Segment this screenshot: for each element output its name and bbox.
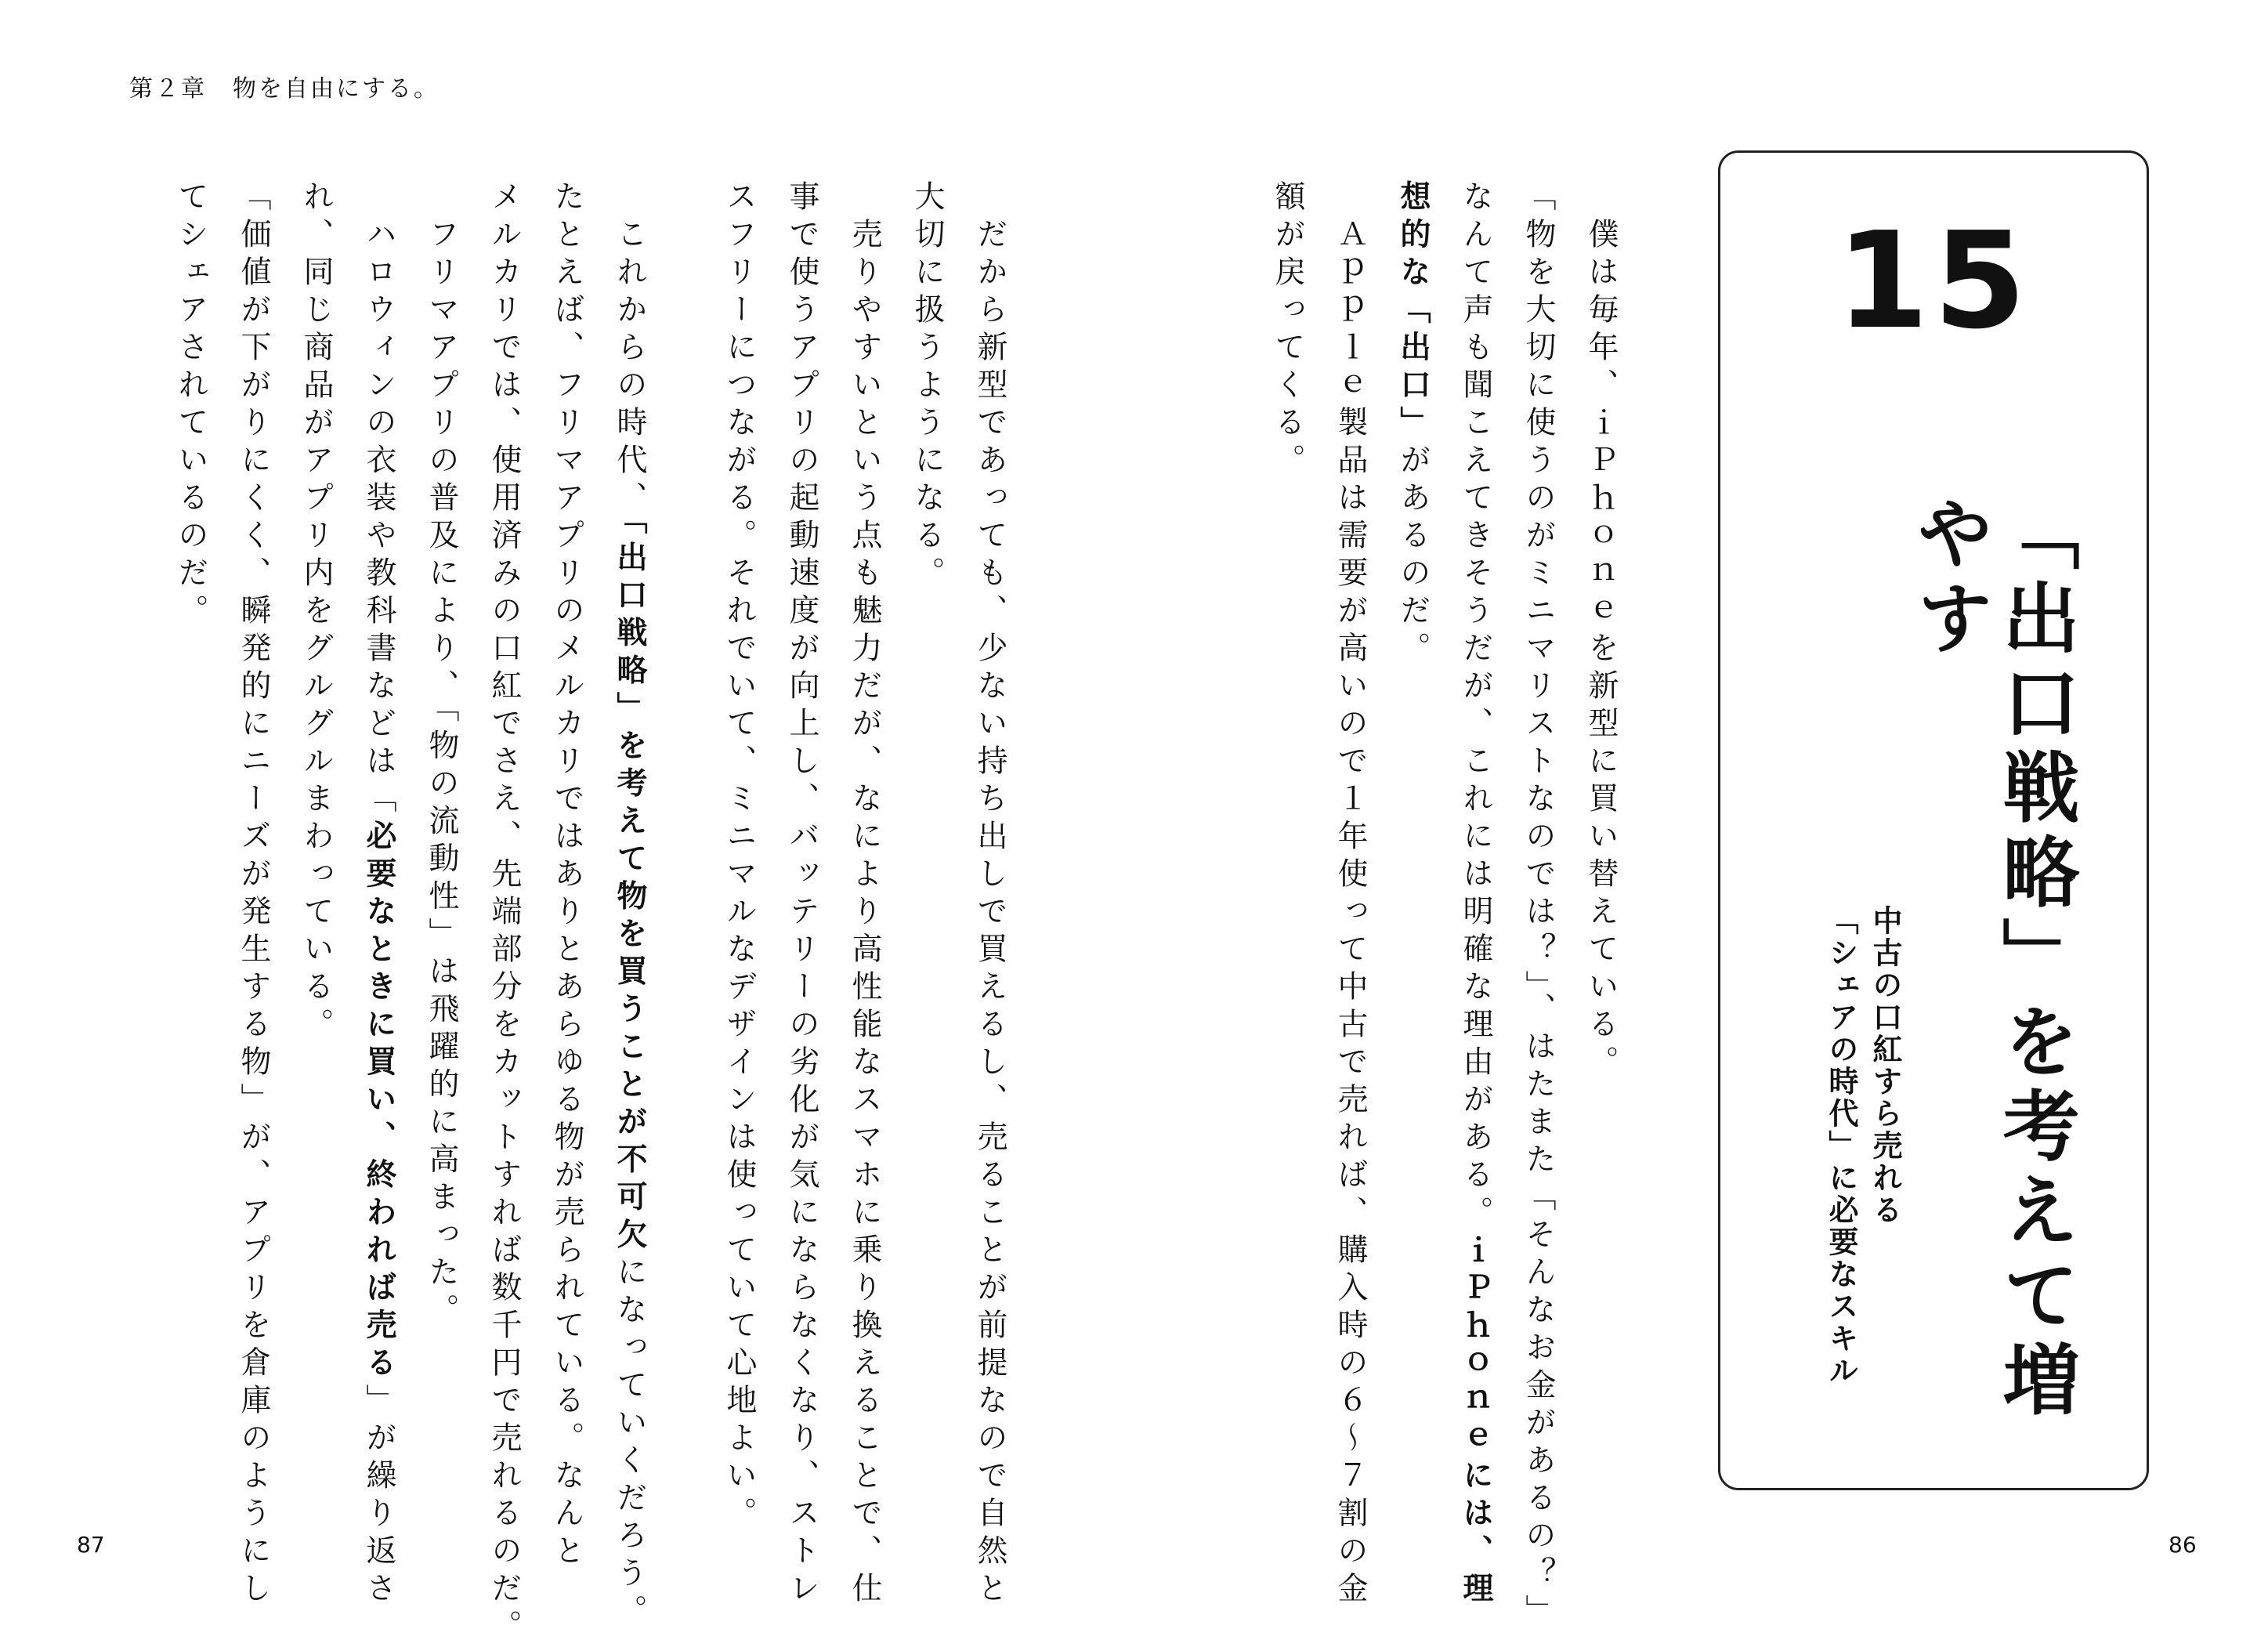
text-run: フリマアプリの普及により、「物の流動性」は飛躍的に高まった。: [424, 180, 459, 1331]
section-box: [1718, 150, 2149, 1490]
text-column: [846, 180, 882, 1609]
section-title: 「出口戦略」を考えて増やす: [1904, 494, 2079, 1424]
text-column: [1269, 180, 1305, 481]
text-run: 」が繰り返さ: [361, 1384, 396, 1609]
text-column: [235, 180, 271, 1609]
text-column: [1332, 180, 1368, 1609]
text-column: [1394, 180, 1431, 669]
text-column: [1520, 180, 1556, 1632]
page-number-left: 87: [77, 1532, 105, 1558]
text-column: [298, 180, 334, 1045]
emphasis-text: 「出口戦略」を考えて物を買うことが不可欠: [612, 519, 647, 1256]
text-column: [909, 180, 945, 594]
emphasis-text: 必要なときに買い、終われば売る: [361, 820, 396, 1384]
text-run: があるのだ。: [1395, 443, 1431, 669]
text-run: 額が戻ってくる。: [1270, 180, 1305, 481]
text-run: になっていくだろう。: [612, 1255, 647, 1632]
text-column: [1583, 180, 1619, 1083]
running-head: 第２章 物を自由にする。: [129, 75, 439, 103]
emphasis-text: 想的な「出口」: [1395, 180, 1431, 443]
text-run: なんて声も聞こえてきそうだが、これには明確な理由がある。: [1458, 180, 1493, 1233]
text-column: [486, 180, 522, 1647]
text-run: だから新型であっても、少ない持ち出しで買えるし、売ることが前提なので自然と: [972, 180, 1007, 1609]
text-column: [172, 180, 208, 632]
text-column: [423, 180, 459, 1331]
text-run: これからの時代、: [612, 180, 647, 519]
text-column: [611, 180, 647, 1632]
emphasis-text: ｉＰｈｏｎｅには、理: [1458, 1233, 1493, 1609]
text-column: [971, 180, 1007, 1609]
text-run: てシェアされているのだ。: [173, 180, 208, 632]
text-run: 大切に扱うようになる。: [910, 180, 945, 594]
text-column: [360, 180, 396, 1609]
text-run: れ、同じ商品がアプリ内をグルグルまわっている。: [298, 180, 334, 1045]
section-number: 15: [1836, 204, 2031, 359]
section-subtitle: [1819, 905, 1907, 1387]
text-run: メルカリでは、使用済みの口紅でさえ、先端部分をカットすれば数千円で売れるのだ。: [487, 180, 522, 1647]
text-run: スフリーにつながる。それでいて、ミニマルなデザインは使っていて心地よい。: [722, 180, 757, 1534]
section-subtitle-line-2: 「シェアの時代」に必要なスキル: [1824, 905, 1858, 1387]
text-column: [783, 180, 819, 1609]
text-run: たとえば、フリマアプリのメルカリではありとあらゆる物が売られている。なんと: [549, 180, 584, 1572]
page-number-right: 86: [2169, 1532, 2197, 1558]
text-column: [548, 180, 584, 1572]
text-run: 事で使うアプリの起動速度が向上し、バッテリーの劣化が気にならなくなり、ストレ: [784, 180, 819, 1609]
text-column: [1457, 180, 1493, 1609]
text-run: ハロウィンの衣装や教科書などは「: [361, 180, 396, 820]
text-run: 「物を大切に使うのがミニマリストなのでは？」、はたまた「そんなお金があるの？」: [1521, 180, 1556, 1632]
text-run: 僕は毎年、ｉＰｈｏｎｅを新型に買い替えている。: [1583, 180, 1619, 1083]
text-run: Ａｐｐｌｅ製品は需要が高いので１年使って中古で売れば、購入時の６〜７割の金: [1333, 180, 1368, 1609]
text-run: 売りやすいという点も魅力だが、なにより高性能なスマホに乗り換えることで、仕: [847, 180, 882, 1609]
text-column: [721, 180, 757, 1534]
section-subtitle-line-1: 中古の口紅すら売れる: [1868, 905, 1902, 1226]
text-run: 「価値が下がりにくく、瞬発的にニーズが発生する物」が、アプリを倉庫のようにし: [236, 180, 271, 1609]
